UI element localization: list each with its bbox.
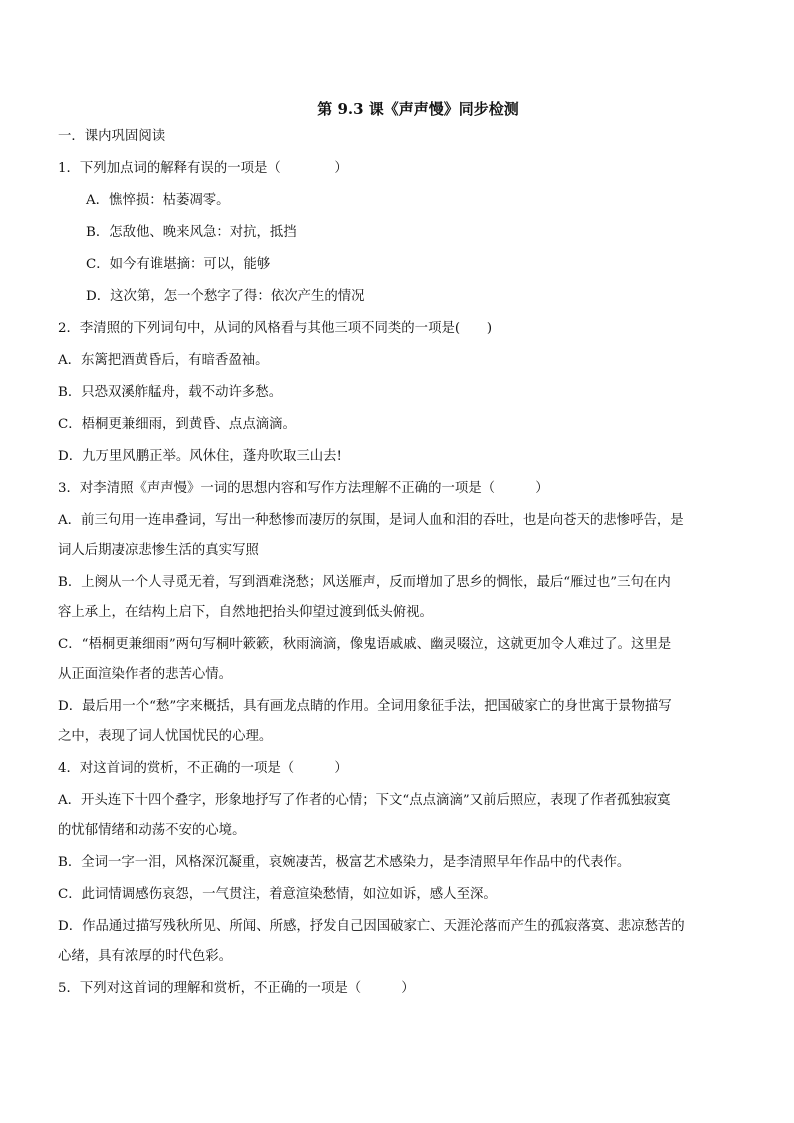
question-1-option-a: A．憔悴损：枯萎凋零。 xyxy=(86,193,230,208)
question-2-option-b: B．只恐双溪舴艋舟，载不动许多愁。 xyxy=(58,385,283,400)
question-3-option-c-line-2: 从正面渲染作者的悲苦心情。 xyxy=(58,667,233,682)
question-5-stem: 5．下列对这首词的理解和赏析，不正确的一项是（ ） xyxy=(58,981,415,996)
question-3-option-d-line-1: D．最后用一个“愁”字来概括，具有画龙点睛的作用。全词用象征手法，把国破家亡的身世寓于景物描写 xyxy=(58,699,672,714)
question-4-option-d xyxy=(58,917,734,967)
question-3-option-a-line-2: 词人后期凄凉悲惨生活的真实写照 xyxy=(58,543,259,558)
question-4-option-d-line-1: D．作品通过描写残秋所见、所闻、所感，抒发自己因国破家亡、天涯沦落而产生的孤寂落寞、悲凉愁苦的 xyxy=(58,919,685,934)
document-page xyxy=(58,99,734,1011)
question-4-option-a xyxy=(58,791,734,841)
question-3-option-b xyxy=(58,573,734,623)
question-3-option-d-line-2: 之中，表现了词人忧国忧民的心理。 xyxy=(58,729,273,744)
question-3-stem: 3．对李清照《声声慢》一词的思想内容和写作方法理解不正确的一项是（ ） xyxy=(58,481,549,496)
question-1-option-b: B．怎敌他、晚来风急：对抗，抵挡 xyxy=(86,225,297,240)
question-3-option-a-line-1: A．前三句用一连串叠词，写出一种愁惨而凄厉的氛围，是词人血和泪的吞吐，也是向苍天的悲惨呼告，是 xyxy=(58,513,684,528)
question-2-stem: 2．李清照的下列词句中，从词的风格看与其他三项不同类的一项是( ) xyxy=(58,321,493,336)
question-4-stem: 4．对这首词的赏析，不正确的一项是（ ） xyxy=(58,761,348,776)
question-3-option-c xyxy=(58,635,734,685)
question-1-stem: 1．下列加点词的解释有误的一项是（ ） xyxy=(58,161,348,176)
section-heading: 一．课内巩固阅读 xyxy=(58,129,166,144)
question-4-option-b: B．全词一字一泪，风格深沉凝重，哀婉凄苦，极富艺术感染力，是李清照早年作品中的代表作。 xyxy=(58,855,631,870)
question-3-option-b-line-2: 容上承上，在结构上启下，自然地把抬头仰望过渡到低头俯视。 xyxy=(58,605,433,620)
question-3-option-a xyxy=(58,511,734,561)
question-4-option-a-line-1: A．开头连下十四个叠字，形象地抒写了作者的心情；下文“点点滴滴”又前后照应，表现了作者孤独寂寞 xyxy=(58,793,671,808)
question-4-option-d-line-2: 心绪，具有浓厚的时代色彩。 xyxy=(58,949,233,964)
question-2-option-a: A．东篱把酒黄昏后，有暗香盈袖。 xyxy=(58,353,269,368)
question-4-option-c: C．此词情调感伤哀怨，一气贯注，着意渲染愁情，如泣如诉，感人至深。 xyxy=(58,887,497,902)
question-1-option-d: D．这次第，怎一个愁字了得：依次产生的情况 xyxy=(86,289,365,304)
question-2-option-d: D．九万里风鹏正举。风休住，蓬舟吹取三山去! xyxy=(58,449,342,464)
question-1-option-c: C．如今有谁堪摘：可以，能够 xyxy=(86,257,271,272)
question-4-option-a-line-2: 的忧郁情绪和动荡不安的心境。 xyxy=(58,823,246,838)
question-3-option-c-line-1: C．“梧桐更兼细雨”两句写桐叶簌簌，秋雨滴滴，像鬼语戚戚、幽灵啜泣，这就更加令人难过了。这里是 xyxy=(58,637,672,652)
question-3-option-d xyxy=(58,697,734,747)
page-title: 第 9.3 课《声声慢》同步检测 xyxy=(317,100,519,118)
question-3-option-b-line-1: B．上阕从一个人寻觅无着，写到酒难浇愁；风送雁声，反而增加了思乡的惆怅，最后“雁过也”三句在内 xyxy=(58,575,671,590)
question-2-option-c: C．梧桐更兼细雨，到黄昏、点点滴滴。 xyxy=(58,417,296,432)
